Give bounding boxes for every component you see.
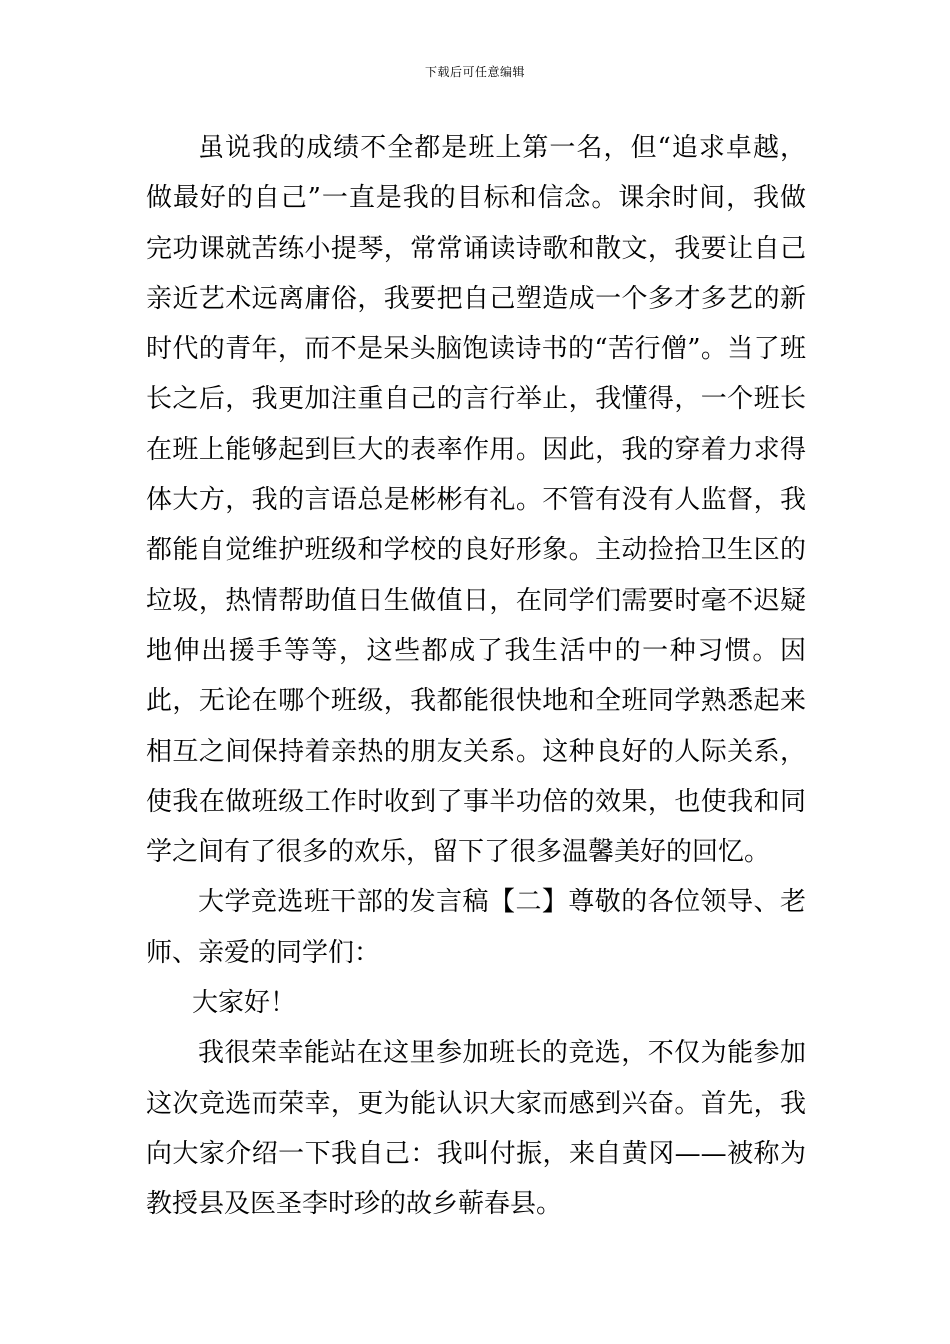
paragraph-introduction: 我很荣幸能站在这里参加班长的竞选，不仅为能参加这次竞选而荣幸，更为能认识大家而感到兴奋。首先，我向大家介绍一下我自己：我叫付振，来自黄冈——被称为教授县及医圣李时珍的故乡蕲春县。	[146, 1038, 806, 1220]
document-body	[146, 123, 806, 1230]
page-header-note: 下载后可任意编辑	[424, 65, 525, 79]
paragraph-speech-title: 大学竞选班干部的发言稿【二】尊敬的各位领导、老师、亲爱的同学们：	[146, 887, 806, 968]
paragraph-greeting: 大家好！	[192, 988, 297, 1019]
paragraph-achievements: 虽说我的成绩不全都是班上第一名，但“追求卓越，做最好的自己”一直是我的目标和信念。课余时间，我做完功课就苦练小提琴，常常诵读诗歌和散文，我要让自己亲近艺术远离庸俗，我要把自己塑造成一个多才多艺的新时代的青年，而不是呆头脑饱读诗书的“苦行僧”。当了班长之后，我更加注重自己的言行举止，我懂得，一个班长在班上能够起到巨大的表率作用。因此，我的穿着力求得体大方，我的言语总是彬彬有礼。不管有没有人监督，我都能自觉维护班级和学校的良好形象。主动捡拾卫生区的垃圾，热情帮助值日生做值日，在同学们需要时毫不迟疑地伸出援手等等，这些都成了我生活中的一种习惯。因此，无论在哪个班级，我都能很快地和全班同学熟悉起来相互之间保持着亲热的朋友关系。这种良好的人际关系，使我在做班级工作时收到了事半功倍的效果，也使我和同学之间有了很多的欢乐，留下了很多温馨美好的回忆。	[146, 133, 806, 868]
